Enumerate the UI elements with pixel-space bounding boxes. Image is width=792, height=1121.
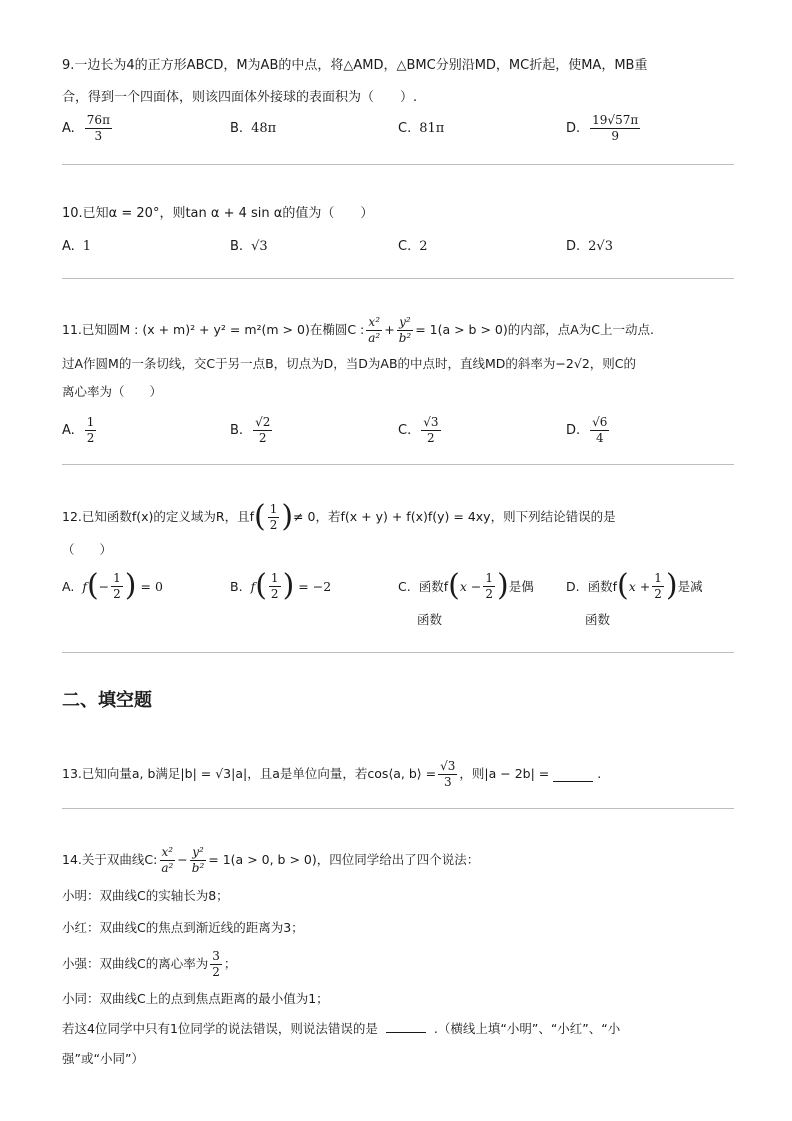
fraction: $\frac{\text{y²}}{\text{b²}}$ [191, 844, 205, 875]
fraction: $\frac{\text{x²}}{\text{a²}}$ [161, 844, 174, 875]
q12-option-b[interactable]: B. f ( $\frac{1}{2}$ ) = −2 [230, 568, 332, 603]
question-9 [62, 52, 734, 112]
q12-option-d-line2: 函数 [585, 612, 611, 627]
q9-options [62, 108, 734, 148]
fraction: $\frac{√2}{2}$ [255, 414, 271, 445]
fraction: $\frac{√3}{3}$ [440, 758, 456, 789]
divider [62, 652, 734, 653]
answer-blank[interactable] [386, 1018, 426, 1033]
q14-statement-4: 小同：双曲线C上的点到焦点距离的最小值为1； [62, 991, 329, 1006]
q11-line3: 离心率为（ ） [62, 384, 163, 399]
q12-options [62, 564, 734, 608]
fraction: $\frac{3}{2}$ [212, 948, 220, 979]
q11-options [62, 410, 734, 450]
fraction: $\frac{√3}{2}$ [423, 414, 439, 445]
q12-line1: 12.已知函数f(x)的定义域为R，且f ( $\frac{1}{2}$ ) ≠ 0，若f(x + y) + f(x)f(y) = 4xy，则下列结论错误的是 [62, 499, 616, 534]
q11-option-a[interactable]: A. $\frac{1}{2}$ [62, 414, 95, 445]
divider [62, 164, 734, 165]
q12-option-a[interactable]: A. f ( − $\frac{1}{2}$ ) = 0 [62, 568, 163, 603]
fraction: $\frac{76\pi}{3}$ [86, 112, 110, 143]
divider [62, 808, 734, 809]
fraction: $\frac{1}{2}$ [485, 570, 493, 601]
q12-option-c-line2: 函数 [417, 612, 443, 627]
fraction: $\frac{1}{2}$ [113, 570, 121, 601]
q14-statement-2: 小红：双曲线C的焦点到渐近线的距离为3； [62, 920, 304, 935]
q12-option-d[interactable]: D. 函数f ( x + $\frac{1}{2}$ ) 是减 [566, 568, 703, 603]
fraction: $\frac{√6}{4}$ [592, 414, 608, 445]
q13-line: 13.已知向量a, b满足|b| = √3|a|，且a是单位向量，若cos⟨a, b⟩ = $\frac{√3}{3}$ ，则|a − 2b| = . [62, 758, 602, 789]
question-10 [62, 200, 734, 228]
q12-line2: （ ） [62, 542, 113, 557]
answer-blank[interactable] [553, 767, 593, 782]
q9-line1: 9.一边长为4的正方形ABCD，M为AB的中点，将△AMD，△BMC分别沿MD，MC折起，使MA，MB重 [62, 58, 648, 73]
fraction: $\frac{1}{2}$ [654, 570, 662, 601]
question-13 [62, 754, 734, 794]
q11-line1: 11.已知圆M : (x + m)² + y² = m²(m > 0)在椭圆C : $\frac{\text{x²}}{\text{a²}}$ + $\frac{\text{y²}}{\text{b²}}$ = 1(a > b > 0)的内部，点A为C上一动点. [62, 314, 654, 345]
q10-text: 10.已知α = 20°，则tan α + 4 sin α的值为（ ） [62, 206, 374, 221]
q9-option-a[interactable]: A. $\frac{76\pi}{3}$ [62, 112, 110, 143]
q9-line2: 合，得到一个四面体，则该四面体外接球的表面积为（ ）. [62, 90, 418, 105]
q10-option-c[interactable]: C. 2 [398, 238, 428, 254]
q14-line1: 14.关于双曲线C: $\frac{\text{x²}}{\text{a²}}$ − $\frac{\text{y²}}{\text{b²}}$ = 1(a > 0, b > 0)，四位同学给出了四个说法： [62, 844, 480, 875]
fraction: $\frac{19√57\pi}{9}$ [592, 112, 639, 143]
q14-statement-1: 小明：双曲线C的实轴长为8； [62, 888, 229, 903]
q11-option-b[interactable]: B. $\frac{√2}{2}$ [230, 414, 271, 445]
fraction: $\frac{1}{2}$ [270, 570, 279, 601]
q10-options [62, 226, 734, 266]
q11-option-d[interactable]: D. $\frac{√6}{4}$ [566, 414, 608, 445]
divider [62, 464, 734, 465]
fraction: $\frac{\text{x²}}{\text{a²}}$ [368, 314, 381, 345]
q14-tail-line2: 强”或“小同”） [62, 1051, 144, 1066]
q12-option-c[interactable]: C. 函数f ( x − $\frac{1}{2}$ ) 是偶 [398, 568, 534, 603]
q14-tail-line1: 若这4位同学中只有1位同学的说法错误，则说法错误的是 .（横线上填“小明”、“小红”、“小 [62, 1014, 734, 1044]
q10-option-b[interactable]: B. √3 [230, 238, 268, 254]
divider [62, 278, 734, 279]
fraction: $\frac{\text{y²}}{\text{b²}}$ [398, 314, 412, 345]
section-heading: 二、填空题 [62, 690, 152, 711]
question-11 [62, 312, 734, 406]
fraction: $\frac{1}{2}$ [269, 501, 278, 532]
q9-option-c[interactable]: C. 81π [398, 120, 445, 136]
question-14 [62, 840, 734, 1074]
question-12 [62, 498, 734, 564]
q9-option-b[interactable]: B. 48π [230, 120, 277, 136]
q11-line2: 过A作圆M的一条切线，交C于另一点B，切点为D，当D为AB的中点时，直线MD的斜率为−2√2，则C的 [62, 356, 637, 371]
q9-option-d[interactable]: D. $\frac{19√57\pi}{9}$ [566, 112, 639, 143]
q10-option-d[interactable]: D. 2√3 [566, 238, 613, 254]
q14-statement-3: 小强：双曲线C的离心率为 $\frac{3}{2}$ ； [62, 948, 237, 979]
q11-option-c[interactable]: C. $\frac{√3}{2}$ [398, 414, 439, 445]
fraction: $\frac{1}{2}$ [86, 414, 95, 445]
q10-option-a[interactable]: A. 1 [62, 238, 92, 254]
